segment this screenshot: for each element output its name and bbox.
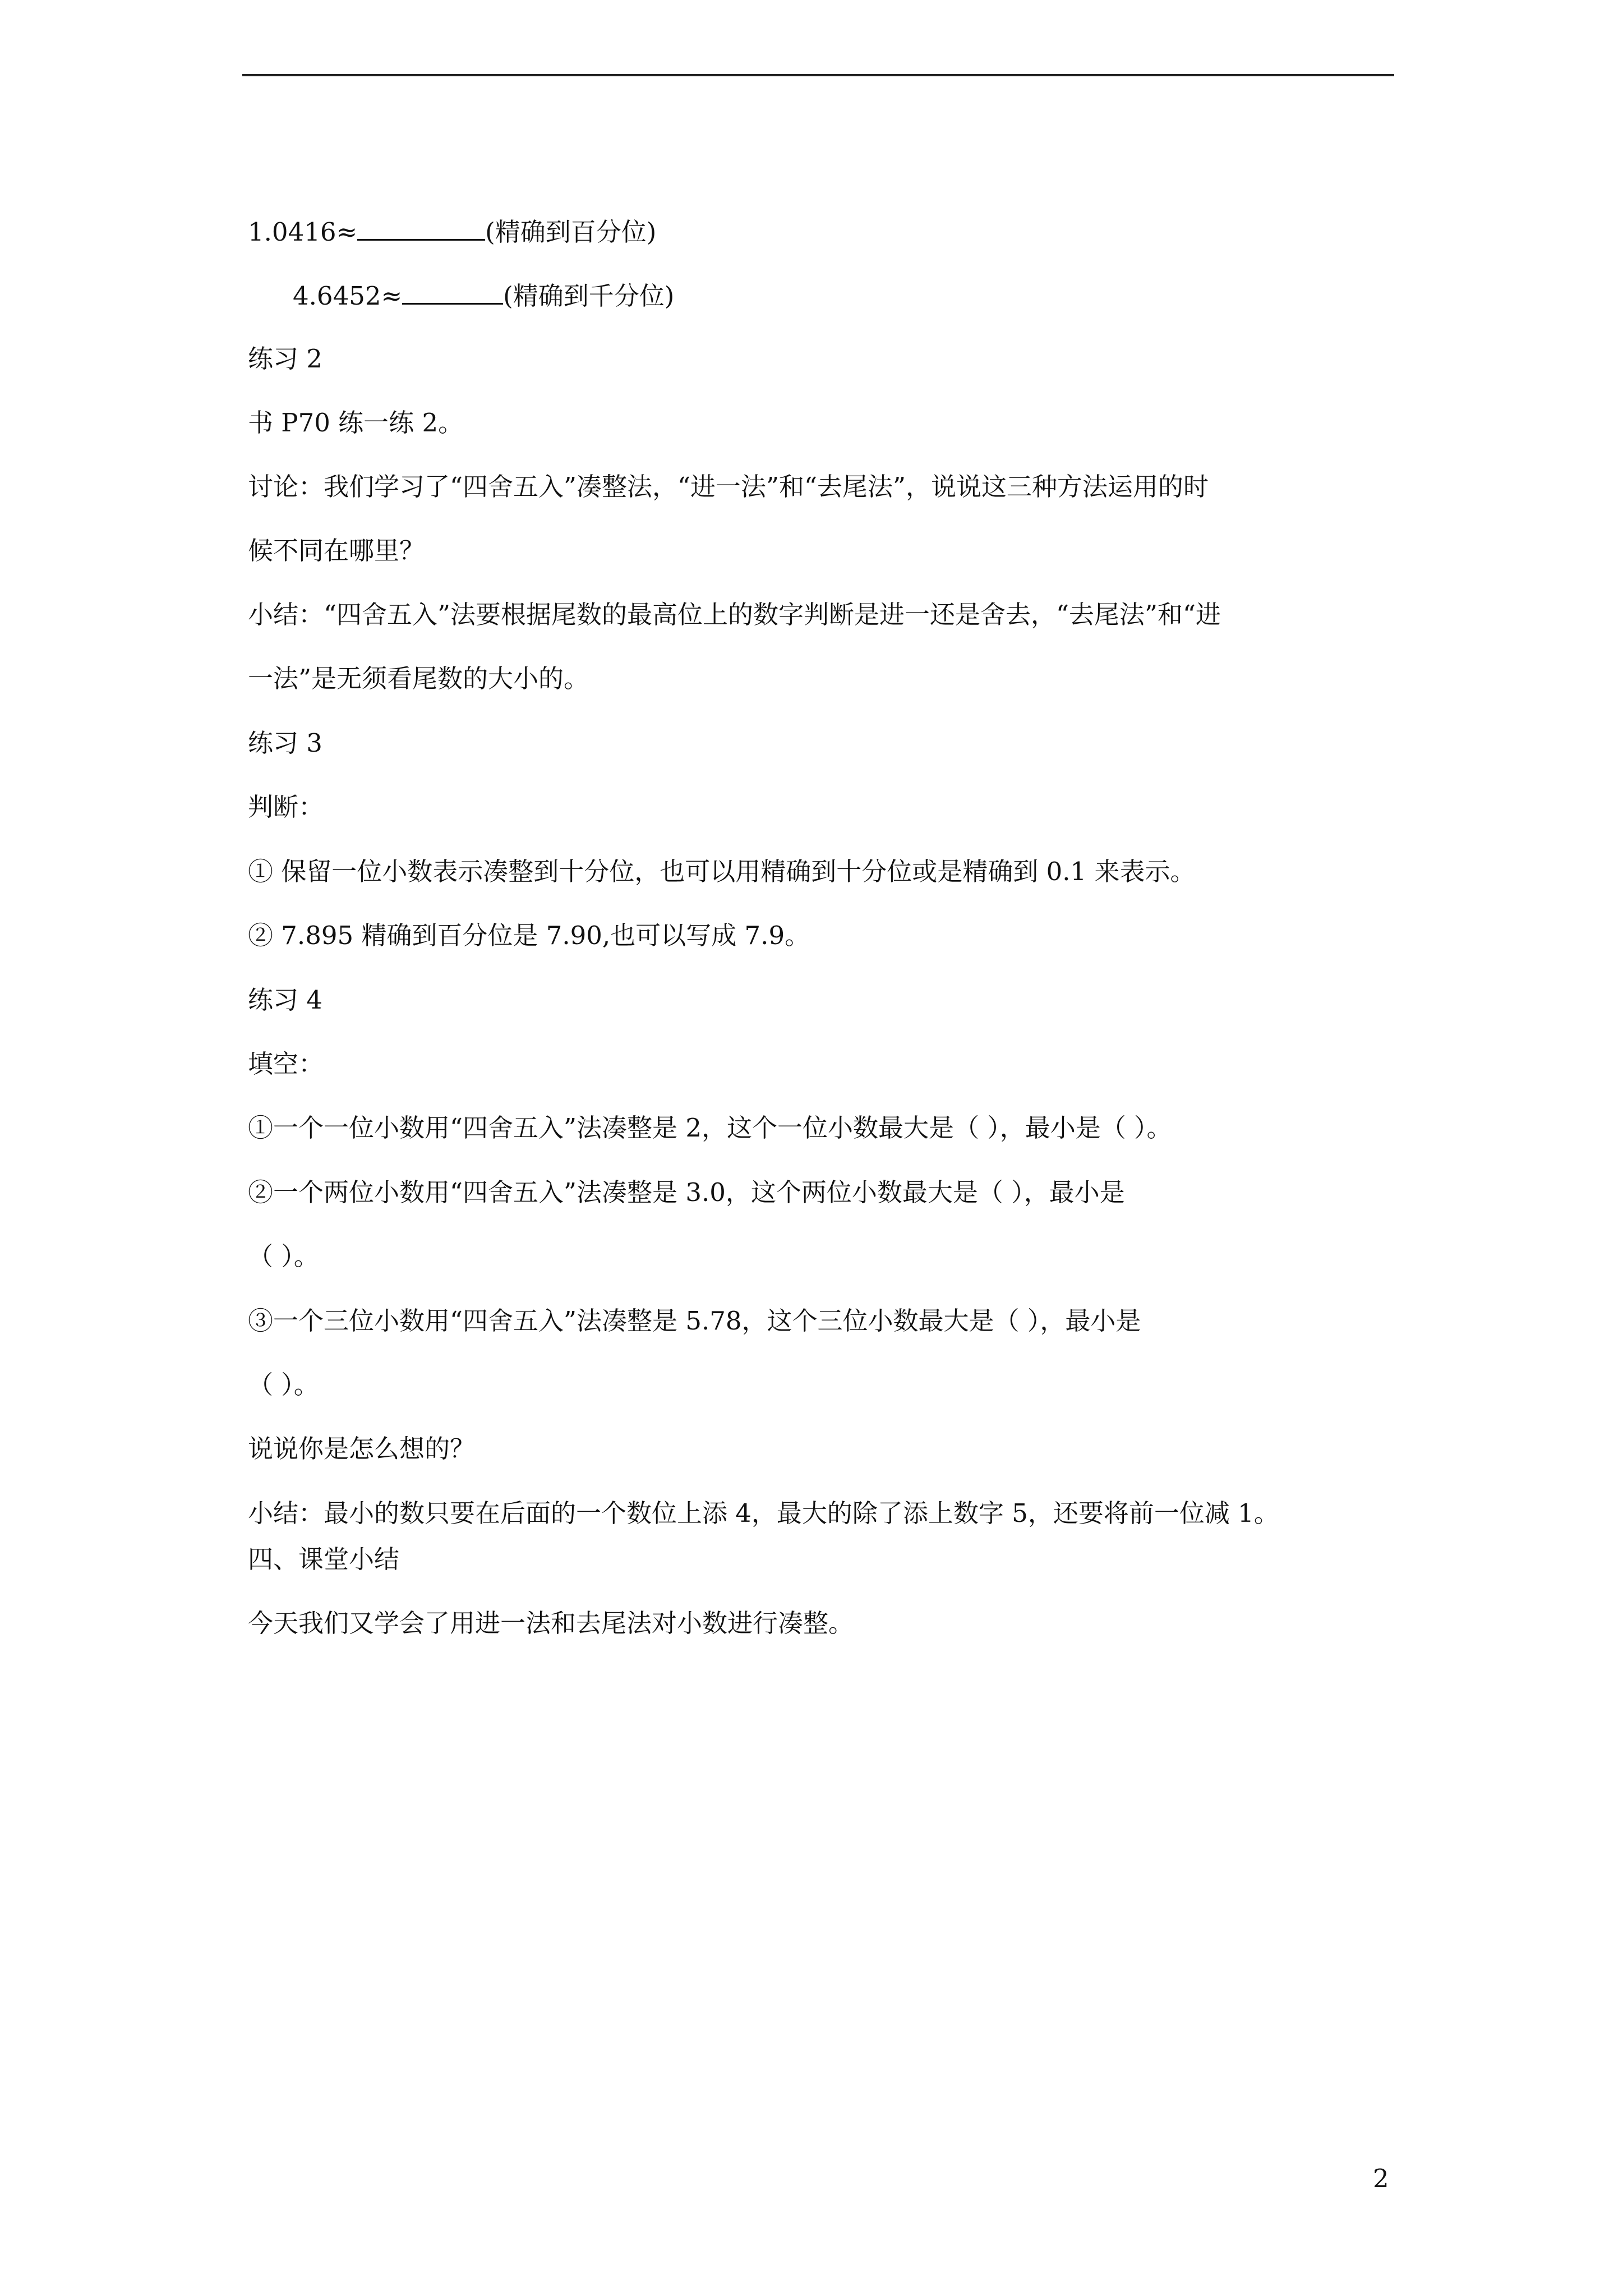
exercise-line-round-hundredths [248,214,656,249]
fill-in-item-3: ③一个三位小数用“四舍五入”法凑整是 5.78，这个三位小数最大是（ ），最小是 [248,1306,1141,1336]
judgement-label: 判断： [248,792,324,822]
textbook-reference: 书 P70 练一练 2。 [248,408,464,438]
section-heading-practice-3: 练习 3 [248,728,322,758]
page-number: 2 [1373,2164,1389,2193]
fill-in-item-1: ①一个一位小数用“四舍五入”法凑整是 2，这个一位小数最大是（ ），最小是（ ）。 [248,1113,1172,1143]
answer-blank[interactable] [357,214,485,241]
section-heading-practice-4: 练习 4 [248,985,322,1015]
judgement-item-2: ② 7.895 精确到百分位是 7.90,也可以写成 7.9。 [248,921,810,950]
discussion-text: 讨论：我们学习了“四舍五入”凑整法，“进一法”和“去尾法”，说说这三种方法运用的时 [248,472,1209,501]
fill-in-item-2-continued: （ ）。 [248,1241,319,1271]
section-heading-practice-2: 练习 2 [248,344,322,374]
number-expression: 4.6452≈ [293,281,403,311]
number-expression: 1.0416≈ [248,217,358,247]
fill-in-item-3-continued: （ ）。 [248,1370,319,1400]
answer-blank[interactable] [402,278,503,305]
header-rule [242,74,1394,76]
instruction-text: (精确到百分位) [485,217,657,247]
discussion-text-continued: 候不同在哪里？ [248,536,425,565]
fill-in-item-2: ②一个两位小数用“四舍五入”法凑整是 3.0，这个两位小数最大是（ ），最小是 [248,1177,1125,1207]
summary-text: 小结：“四舍五入”法要根据尾数的最高位上的数字判断是进一还是舍去，“去尾法”和“进 [248,600,1221,629]
summary-text-continued: 一法”是无须看尾数的大小的。 [248,664,589,693]
class-summary-text: 今天我们又学会了用进一法和去尾法对小数进行凑整。 [248,1608,854,1638]
fill-in-label: 填空： [248,1049,324,1079]
judgement-item-1: ① 保留一位小数表示凑整到十分位，也可以用精确到十分位或是精确到 0.1 来表示。 [248,857,1196,886]
section-heading-class-summary: 四、课堂小结 [248,1544,400,1574]
exercise-line-round-thousandths [293,278,674,313]
summary-text-2: 小结：最小的数只要在后面的一个数位上添 4，最大的除了添上数字 5，还要将前一位减 1。 [248,1498,1279,1528]
instruction-text: (精确到千分位) [503,281,675,311]
prompt-text: 说说你是怎么想的？ [248,1434,476,1464]
